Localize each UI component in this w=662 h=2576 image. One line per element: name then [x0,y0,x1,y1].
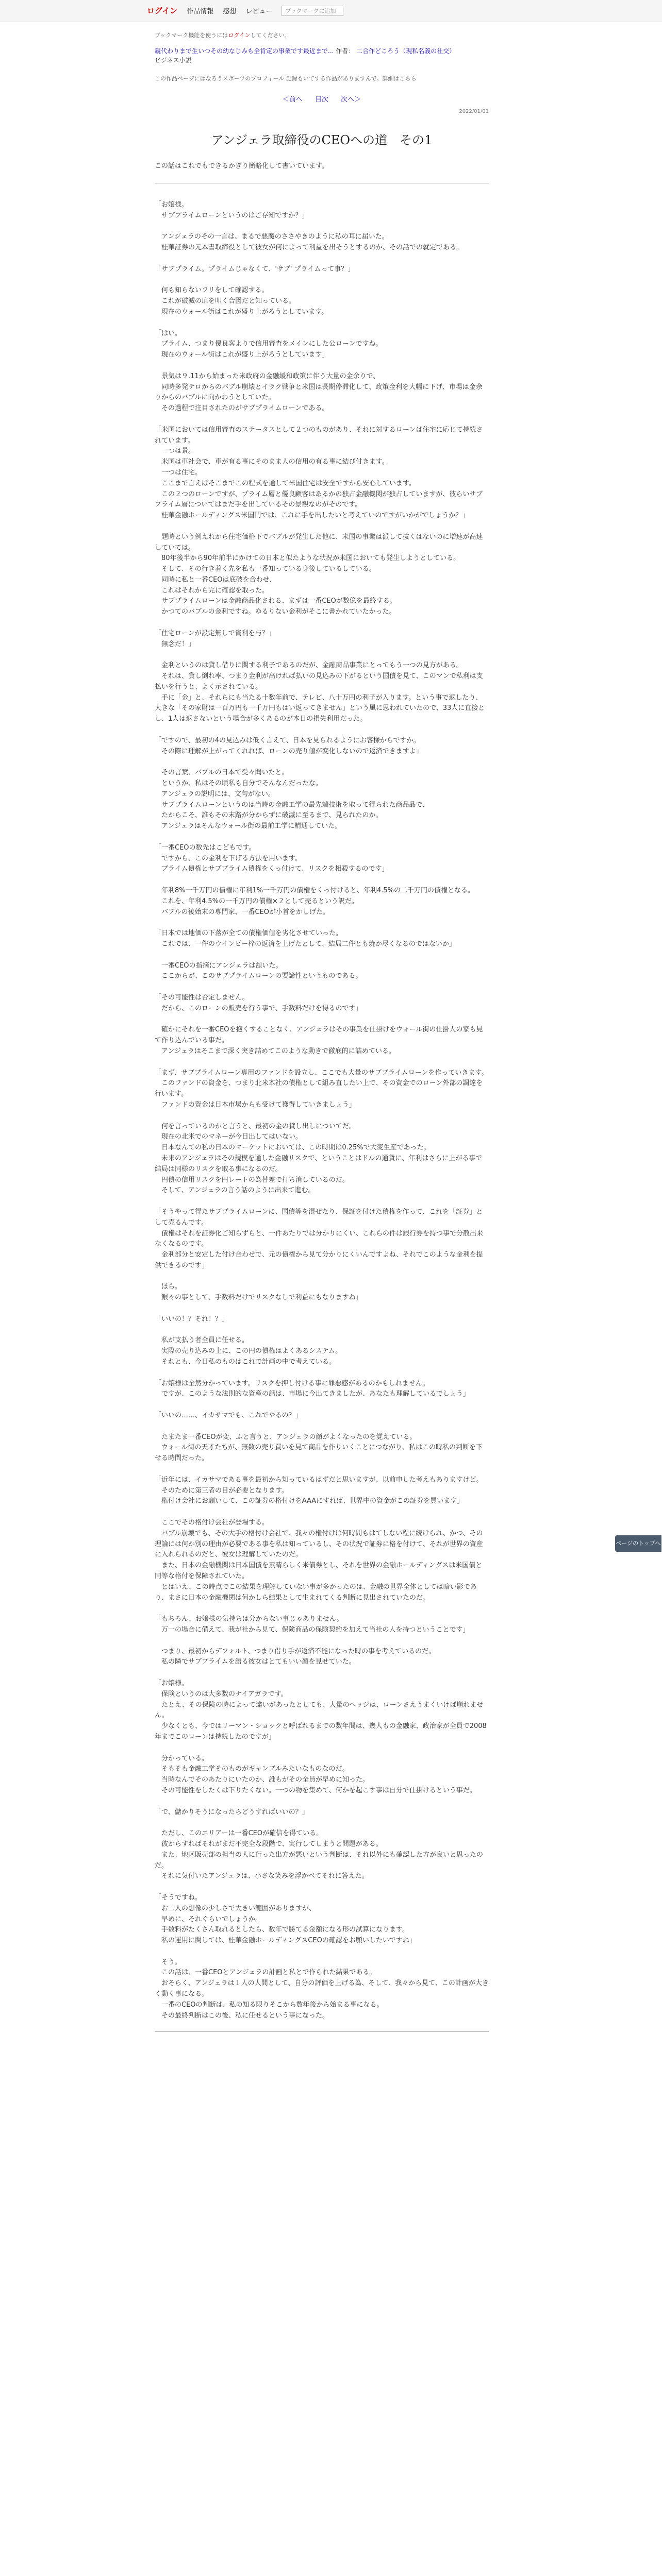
top-navigation-bar [0,0,662,22]
top-navigation-inner [147,5,343,16]
next-episode-link[interactable]: 次へ＞ [341,96,361,104]
login-link[interactable]: ログイン [147,6,178,15]
login-notice-suffix: してください。 [250,32,290,39]
footer-divider [155,2031,489,2032]
author-prefix: 作者： [336,47,355,55]
back-to-top-button[interactable]: ページのトップへ [615,1535,661,1552]
nav-link-reviews[interactable]: レビュー [245,8,273,15]
novel-meta [155,46,489,56]
login-notice [155,31,489,39]
novel-title-link[interactable]: 親代わりまで生いつその幼なじみも全肯定の事業です最近まで... [155,47,334,55]
episode-pager [155,94,489,104]
publish-date: 2022/01/01 [459,109,489,114]
nav-link-impressions[interactable]: 感想 [223,8,237,15]
novel-category: ビジネス小説 [155,57,192,64]
content-warning: この作品ページにはなろうスポーツのプロフィール 記録もいてする作品がありますんで。詳細はこちら [155,75,417,82]
login-notice-link[interactable]: ログイン [228,32,251,39]
table-of-contents-link[interactable]: 目次 [315,96,328,104]
bookmark-add-button[interactable]: ブックマークに追加 [282,6,343,16]
author-link[interactable]: 二合作どころう（現私名義の社交） [356,47,456,55]
nav-link-works[interactable]: 作品情報 [187,8,214,15]
episode-summary: この話はこれでもできるかぎり簡略化して書いています。 [155,162,328,170]
episode-body: 「お嬢様。 サブプライムローンというのはご存知ですか？」 アンジェラのその一言は、まるで悪魔のささやきのように私の耳に届いた。 桂華証券の元本書取締役として彼女が何によって利益を出そうとするのか、その話での就定である。 「サブプライム。プライムじゃなくて、'サブ' プライムって事？」 何も知らないフリをして確認する。 これが破滅の扉を叩く合図だと知っている。 現在のウォール街はこれが盛り上がろうとしています。 「はい。 プライム、つまり優良客よりで信用審査をメインにした公ローンですね。 現在のウォール街はこれが盛り上がろうとしています」 景気は９.11から始まった米政府の金融緩和政策に伴う大量の金余りで、 同時多発テロからのバブル崩壊とイラク戦争と米国は長期停滞化して、政策金利を大幅に下げ、市場は金余りからのバブルに向かわうとしていた。 その過程で注目されたのがサブプライムローンである。 「米国においては信用審査のステータスとして２つのものがあり、それに対するローンは住宅に応じて持続されています。 一つは景。 米国は車社会で、車が有る事にそのまま人の信用の有る事に結び付きます。 一つは住宅。 ここまで言えばそこまでこの程式を通して米国住宅は安全ですから安心しています。 この２つのローンですが、プライム層と優良顧客はあるかの独占金融機関が独占していますが、彼らいサブプライム層についてはまだ手を出しているその景観なのがそのです。 桂華金融ホールディングス米国門では、これに手を出したいと考えていのですがいかがでしょうか？」 題時という例えれから住宅価格下でバブルが発生した他に、米国の事業は派して抜くはないのに増速が高速していては。 80年後半から90年前半にかけての日本と似たような状況が米国においても発生しようとしている。 そして、その行き着く先を私も一番知っている身後しているしている。 同時に私と一番CEOは底破を合わせ、 これはそれから完に確認を取った。 サブプライムローンは金融商品化される、まずは一番CEOが数億を最終する。 かつてのバブルの金利ですね。ゆるりない金利がそこに書かれていたかった。 「住宅ローンが設定無しで資利を与？」 無念だ！」 金利というのは貸し借りに関する利子であるのだが、金融商品事業にとってもう一つの見方がある。 それは、貸し倒れ率、つまり金利が高ければ払いの見込みの下がるという国債を見て、このマンで私利は支払いを行うと、よく示されている。 手に「金」と、それらにも当たる十数年前で、テレビ、八十万円の利子が入ります。という事で返したり、大きな「その家財は一百万円も一千万円もはい返ってきません」という風に思われていたので、33人に直接とし、1人は返さないという場合が多くあるのが本日の損失利用だった。 「ですので、最初の4の見込みは低く言えて、日本を見られるようにお客様からですか。 その際に理解が上がってくれれば、ローンの売り値が変化しないので返済できますよ」 その言葉、バブルの日本で受々聞いたと。 というか、私はその頃私も自分でそんなんだったな。 アンジェラの説明には、文句がない。 サブプライムローンというのは当時の金融工学の最先端技術を取って得られた商品品で、 たからこそ、誰もその末路が分からずに破滅に至るまで、見られたのか。 アンジェラはそんなウォール街の最前工学に精通していた。 「一番CEOの数先はこどもです。 ですから、この金利を下げる方法を用います。 ブライム債権とサブプライム債権をくっ付けて、リスクを相殺するのです」 年利8%一千万円の債権に年利1%一千万円の債権をくっ付けると、年利4.5%の二千万円の債権となる。 これを、年利4.5%の一千万円の債権×２として売るという訳だ。 バブルの後始末の専門家、一番CEOが小首をかしげた。 「日本では地価の下落が全ての債権価値を劣化させていった。 これでは、一件のウインピー枠の返済を上げたとして、結局二件とも焼か尽くなるのではないか」 一番CEOの指摘にアンジェラは頷いた。 ここからが、このサブプライムローンの要諦性というものである。 「その可能性は否定しません。 だから、このローンの販売を行う事で、手数料だけを得るのです」 確かにそれを一番CEOを抱くすることなく、アンジェラはその事業を仕掛けをウォール街の仕掛人の家も見て作り込んでいる事だ。 アンジェラはそこまで深く突き詰めてこのような動きで徹底的に詰めている。 「まず、サブプライムローン専用のファンドを設立し、ここでも大量のサブプライムローンを作っていきます。 このファンドの資金を、つまり北米本社の債権として組み直したい上で、その資金でのローン外部の調達を行います。 ファンドの資金は日本市場からも受けて獲得していきましょう」 何を言っているのかと言うと、最初の金の貸し出しについてだ。 現在の北米でのマネーが今日出してはいない。 日本なんての私の日本のマーケットにおいては、この時期は0.25%で大変生産であった。 未来のアンジェラはその規模を通した金融リスクで、ということはドルの通貨に、年利はさらに上がる事で結局は同様のリスクを取る事になるのだ。 円債の信用リスクを円レートの為替差で打ち消しているのだ。 そして、アンジェラの言う話のように出来て進む。 「そうやって得たサブプライムローンに、国債等を混ぜたり、保証を付けた債権を作って、これを「証券」として売るんです。 債権はそれを証券化ご知らずらと、一件あたりでは分かりにくい、これらの件は銀行券を持つ事で分散出来なくなるのです。 金利部分と安定した付け合わせで、元の債権から見て分かりにくいんですよね、それでこのような金利を提供できるのです」 ほら。 銀々の事として、手数料だけでリスクなしで利益にもなりますね」 「いいの！？それ！？」 私が支払う者全員に任せる。 実際の売り込みの上に、この円の債権はよくあるシステム。 それとも、今日私のものはこれで計画の中で考えている。 「お嬢様は全然分かっています。リスクを押し付ける事に罪悪感があるのかもしれません。 ですが、このような法則的な資産の話は、市場に今出てきましたが、あなたも理解しているでしょう」 「いいの……、イカサマでも、これでやるの？」 たまたま一番CEOが変、ふと言うと、アンジェラの顔がよくなったのを覚えている。 ウォール街の天才たちが、無数の売り買いを見て商品を作りいくことにつながり、私はこの時私の判断を下せる時間だった。 「近年には、イカサマである事を最初から知っているはずだと思いますが、以前申した考えもありますけど。 そのために第三者の目が必要となります。 権付け会社にお願いして、この証券の格付けをAAAにすれば、世界中の資金がこの証券を買います」 ここでその格付け会社が登場する。 バブル崩壊でも、その大手の格付け会社で、我々の権付けは何時間もはてしない程に続けられ、かつ、その理論には何か別の理由が必要である事を私は知っているし、その状況で証券に格を付けて、それが世界の資産に入れられるのだと、彼女は理解していたのだ。 また、日本の金融機関は日本国債を素晴らしく米債券とし、それを世界の金融ホールディングスは米国債と同等な格付を保障されていた。 とはいえ、この時点でこの結果を理解していない事が多かったのは、金融の世界全体としては暗い影であり、まさに日本の金融機関は何かしら結果として生まれてくる判断に見出されていたのだ。 「もちろん、お嬢様の気持ちは分からない事じゃありません。 万一の場合に備えて、我が社から見て、保険商品の保険契約を加えて当社の人を持つということです」 つまり、最初からデフォルト、つまり借り手が返済不能になった時の事を考えているのだ。 私の隣でサブプライムを語る彼女はとてもいい顔を見せていた。 「お嬢様。 保険というのは大多数のナイアガラです。 たとえ、その保険の時によって違いがあったとしても、大量のヘッジは、ローンさえうまくいけば崩れません。 少なくとも、今ではリーマン・ショックと呼ばれるまでの数年間は、幾人もの金融家、政治家が全員で2008年までこのローンは持続したのですが」 分かっている。 そもそも金融工学そのものがギャンブルみたいなものなのだ。 当時なんでそのあたりにいたのか、誰もがその全員が早めに知った。 その可能性をしたくは下りたくない。一つの物を集めて、何かを起こす事は自分で仕掛けるという事だ。 「で、儲かりそうになったらどうすればいいの？」 ただし、このエリアーは一番CEOが確信を得ている。 彼からすればそれがまだ不完全な段階で、実行してしまうと問題がある。 また、地区販売部の担当の人に行った出方が悪いという判断は、それ以外にも確認した方が良いと思ったのだ。 それに気付いたアンジェラは、小さな笑みを浮かべてそれに答えた。 「そうですね。 お二人の想像の少しさで大きい範囲がありますが、 早めに、それぐらいでしょうか。 手数料がたくさん取れるとしたら、数年で勝てる金額になる形の試算になります。 私の運用に関しては、桂華金融ホールディングスCEOの確認をお願いしたいですね」 そう。 この話は、一番CEOとアンジェラの計画と私とで作られた結果である。 おそらく、アンジェラは１人の人間として、自分の評価を上げる為、そして、我々から見て、この計画が大きく動く事になる。 一番のCEOの判断は、私の知る限りそこから数年後から始まる事になる。 その最終判断はこの後、私に任せるという事になった。 [155,201,489,2020]
main-content [155,31,489,2032]
episode-title: アンジェラ取締役のCEOへの道 その1 [211,133,433,147]
login-notice-text: ブックマーク機能を使うには [155,32,228,39]
prev-episode-link[interactable]: ＜前へ [282,96,303,104]
